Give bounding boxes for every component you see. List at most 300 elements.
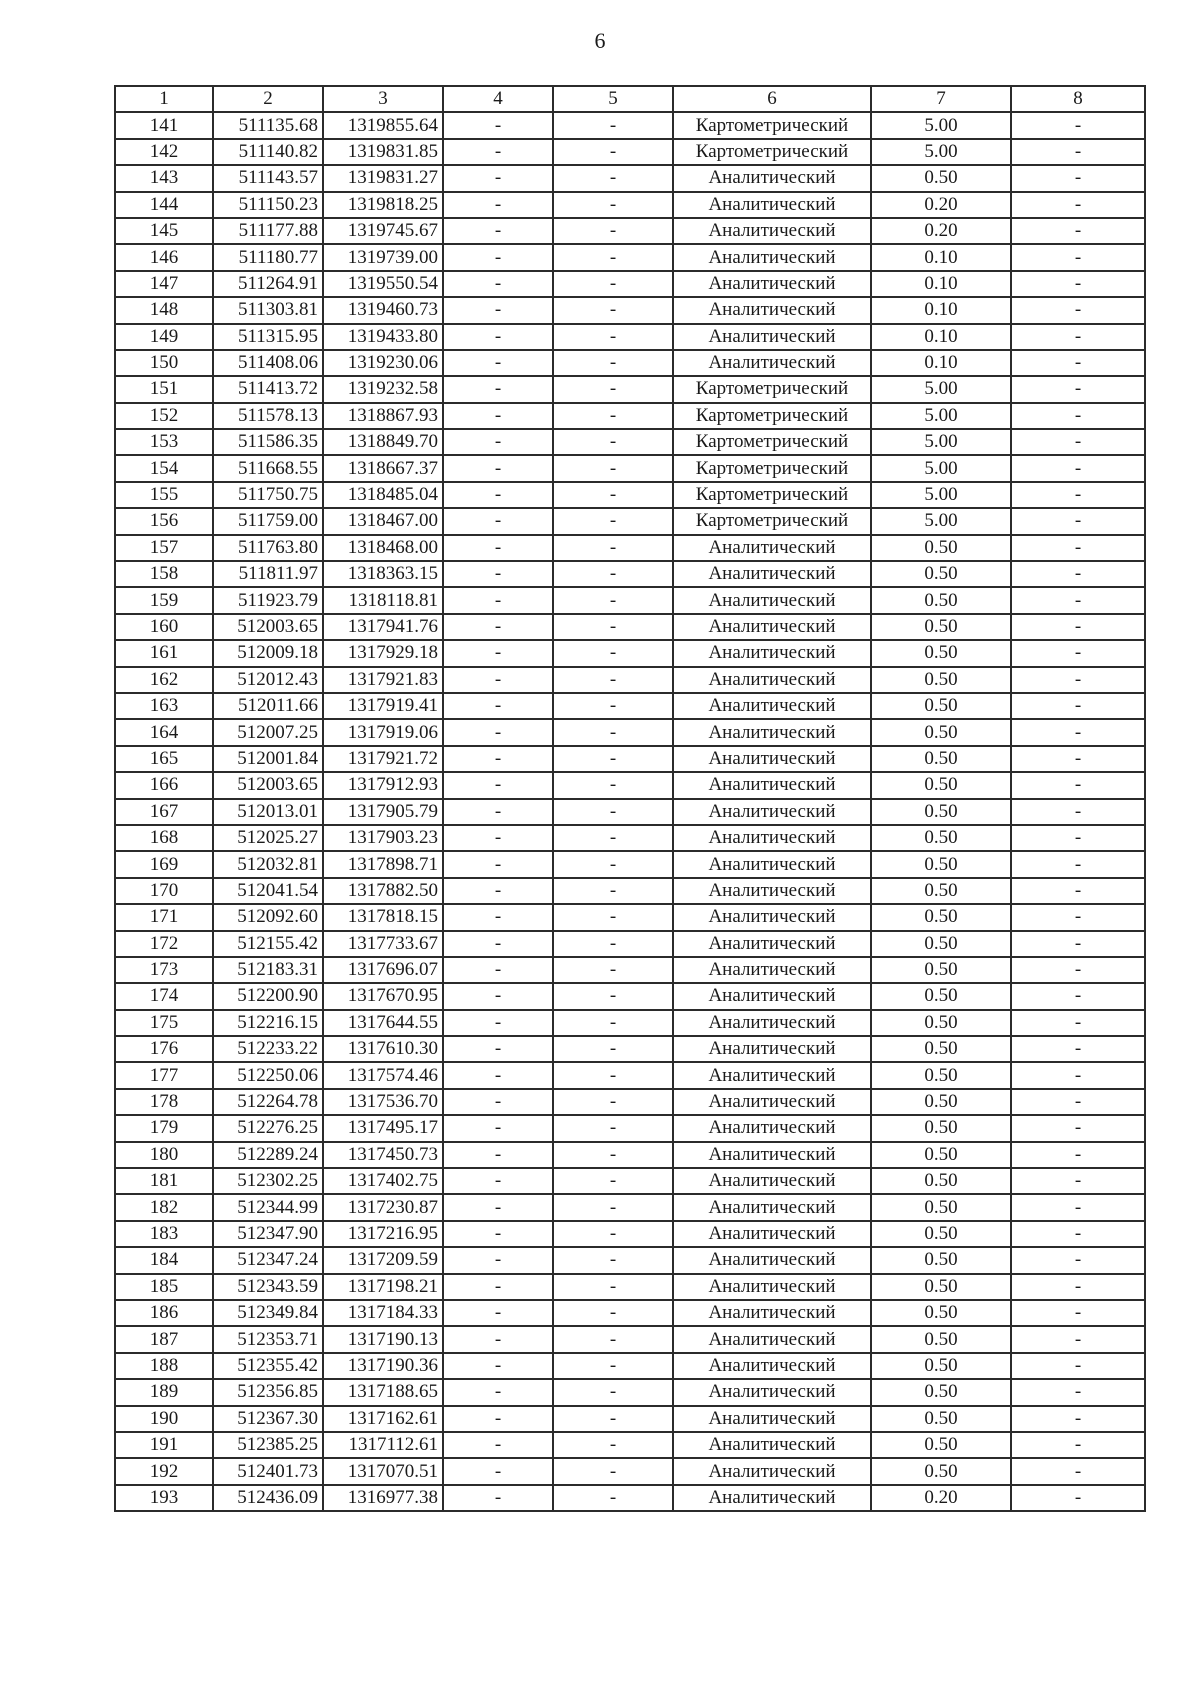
y-coordinate-cell: 1318485.04 <box>323 482 443 508</box>
column-8-cell: - <box>1011 667 1145 693</box>
column-5-cell: - <box>553 693 673 719</box>
column-header-6: 6 <box>673 86 871 112</box>
point-number-cell: 176 <box>115 1036 213 1062</box>
method-cell: Аналитический <box>673 957 871 983</box>
method-cell: Аналитический <box>673 1221 871 1247</box>
y-coordinate-cell: 1317921.72 <box>323 746 443 772</box>
column-header-2: 2 <box>213 86 323 112</box>
method-cell: Аналитический <box>673 535 871 561</box>
x-coordinate-cell: 512349.84 <box>213 1300 323 1326</box>
column-5-cell: - <box>553 614 673 640</box>
x-coordinate-cell: 511578.13 <box>213 403 323 429</box>
column-4-cell: - <box>443 218 553 244</box>
column-5-cell: - <box>553 535 673 561</box>
column-8-cell: - <box>1011 350 1145 376</box>
column-5-cell: - <box>553 878 673 904</box>
x-coordinate-cell: 512013.01 <box>213 799 323 825</box>
method-cell: Аналитический <box>673 324 871 350</box>
point-number-cell: 173 <box>115 957 213 983</box>
method-cell: Аналитический <box>673 1089 871 1115</box>
column-5-cell: - <box>553 455 673 481</box>
y-coordinate-cell: 1317882.50 <box>323 878 443 904</box>
x-coordinate-cell: 512347.24 <box>213 1247 323 1273</box>
y-coordinate-cell: 1317929.18 <box>323 640 443 666</box>
x-coordinate-cell: 512092.60 <box>213 904 323 930</box>
column-8-cell: - <box>1011 1353 1145 1379</box>
column-8-cell: - <box>1011 799 1145 825</box>
y-coordinate-cell: 1317112.61 <box>323 1432 443 1458</box>
column-4-cell: - <box>443 878 553 904</box>
method-cell: Аналитический <box>673 1274 871 1300</box>
point-number-cell: 170 <box>115 878 213 904</box>
column-8-cell: - <box>1011 640 1145 666</box>
y-coordinate-cell: 1319433.80 <box>323 324 443 350</box>
column-8-cell: - <box>1011 772 1145 798</box>
accuracy-cell: 0.50 <box>871 799 1011 825</box>
point-number-cell: 181 <box>115 1168 213 1194</box>
method-cell: Аналитический <box>673 192 871 218</box>
column-8-cell: - <box>1011 482 1145 508</box>
column-8-cell: - <box>1011 1194 1145 1220</box>
column-5-cell: - <box>553 561 673 587</box>
accuracy-cell: 0.50 <box>871 614 1011 640</box>
column-4-cell: - <box>443 931 553 957</box>
table-row <box>115 1010 1145 1036</box>
x-coordinate-cell: 511586.35 <box>213 429 323 455</box>
column-5-cell: - <box>553 667 673 693</box>
column-8-cell: - <box>1011 508 1145 534</box>
column-8-cell: - <box>1011 1326 1145 1352</box>
table-row <box>115 957 1145 983</box>
point-number-cell: 172 <box>115 931 213 957</box>
column-5-cell: - <box>553 165 673 191</box>
y-coordinate-cell: 1316977.38 <box>323 1485 443 1511</box>
method-cell: Аналитический <box>673 1432 871 1458</box>
table-row <box>115 1432 1145 1458</box>
accuracy-cell: 0.50 <box>871 535 1011 561</box>
accuracy-cell: 0.50 <box>871 667 1011 693</box>
column-4-cell: - <box>443 1115 553 1141</box>
x-coordinate-cell: 512003.65 <box>213 614 323 640</box>
x-coordinate-cell: 512025.27 <box>213 825 323 851</box>
column-4-cell: - <box>443 799 553 825</box>
column-5-cell: - <box>553 112 673 138</box>
column-8-cell: - <box>1011 904 1145 930</box>
point-number-cell: 184 <box>115 1247 213 1273</box>
column-5-cell: - <box>553 1221 673 1247</box>
table-row <box>115 376 1145 402</box>
method-cell: Аналитический <box>673 271 871 297</box>
y-coordinate-cell: 1317921.83 <box>323 667 443 693</box>
point-number-cell: 171 <box>115 904 213 930</box>
column-5-cell: - <box>553 324 673 350</box>
y-coordinate-cell: 1317610.30 <box>323 1036 443 1062</box>
column-4-cell: - <box>443 1326 553 1352</box>
point-number-cell: 178 <box>115 1089 213 1115</box>
table-row <box>115 297 1145 323</box>
y-coordinate-cell: 1319831.27 <box>323 165 443 191</box>
table-row <box>115 1485 1145 1511</box>
accuracy-cell: 0.50 <box>871 1062 1011 1088</box>
column-4-cell: - <box>443 746 553 772</box>
x-coordinate-cell: 511811.97 <box>213 561 323 587</box>
accuracy-cell: 0.50 <box>871 957 1011 983</box>
column-8-cell: - <box>1011 1010 1145 1036</box>
x-coordinate-cell: 512007.25 <box>213 719 323 745</box>
x-coordinate-cell: 512353.71 <box>213 1326 323 1352</box>
column-8-cell: - <box>1011 1406 1145 1432</box>
column-4-cell: - <box>443 825 553 851</box>
column-5-cell: - <box>553 851 673 877</box>
column-5-cell: - <box>553 1432 673 1458</box>
accuracy-cell: 0.50 <box>871 1326 1011 1352</box>
y-coordinate-cell: 1317495.17 <box>323 1115 443 1141</box>
y-coordinate-cell: 1317536.70 <box>323 1089 443 1115</box>
column-5-cell: - <box>553 403 673 429</box>
y-coordinate-cell: 1318867.93 <box>323 403 443 429</box>
column-4-cell: - <box>443 1194 553 1220</box>
table-row <box>115 1168 1145 1194</box>
method-cell: Картометрический <box>673 508 871 534</box>
column-4-cell: - <box>443 561 553 587</box>
column-5-cell: - <box>553 1353 673 1379</box>
method-cell: Аналитический <box>673 1142 871 1168</box>
table-row <box>115 561 1145 587</box>
x-coordinate-cell: 512250.06 <box>213 1062 323 1088</box>
column-8-cell: - <box>1011 1089 1145 1115</box>
column-8-cell: - <box>1011 1221 1145 1247</box>
column-8-cell: - <box>1011 1142 1145 1168</box>
x-coordinate-cell: 512356.85 <box>213 1379 323 1405</box>
column-4-cell: - <box>443 1036 553 1062</box>
column-5-cell: - <box>553 983 673 1009</box>
accuracy-cell: 0.50 <box>871 1432 1011 1458</box>
accuracy-cell: 5.00 <box>871 403 1011 429</box>
method-cell: Аналитический <box>673 350 871 376</box>
x-coordinate-cell: 512041.54 <box>213 878 323 904</box>
point-number-cell: 183 <box>115 1221 213 1247</box>
x-coordinate-cell: 512367.30 <box>213 1406 323 1432</box>
accuracy-cell: 5.00 <box>871 482 1011 508</box>
method-cell: Картометрический <box>673 376 871 402</box>
column-4-cell: - <box>443 1353 553 1379</box>
column-4-cell: - <box>443 139 553 165</box>
column-8-cell: - <box>1011 1300 1145 1326</box>
column-4-cell: - <box>443 1485 553 1511</box>
x-coordinate-cell: 511763.80 <box>213 535 323 561</box>
table-row <box>115 746 1145 772</box>
table-row <box>115 1115 1145 1141</box>
column-4-cell: - <box>443 1221 553 1247</box>
point-number-cell: 168 <box>115 825 213 851</box>
column-4-cell: - <box>443 1168 553 1194</box>
table-row <box>115 1458 1145 1484</box>
column-5-cell: - <box>553 1115 673 1141</box>
accuracy-cell: 0.10 <box>871 297 1011 323</box>
method-cell: Аналитический <box>673 1485 871 1511</box>
method-cell: Аналитический <box>673 1115 871 1141</box>
column-4-cell: - <box>443 244 553 270</box>
method-cell: Аналитический <box>673 1406 871 1432</box>
column-8-cell: - <box>1011 719 1145 745</box>
column-4-cell: - <box>443 271 553 297</box>
y-coordinate-cell: 1317919.06 <box>323 719 443 745</box>
page-number: 6 <box>594 28 606 53</box>
point-number-cell: 175 <box>115 1010 213 1036</box>
y-coordinate-cell: 1317190.36 <box>323 1353 443 1379</box>
point-number-cell: 160 <box>115 614 213 640</box>
column-8-cell: - <box>1011 957 1145 983</box>
column-5-cell: - <box>553 350 673 376</box>
accuracy-cell: 0.50 <box>871 772 1011 798</box>
point-number-cell: 167 <box>115 799 213 825</box>
column-5-cell: - <box>553 1406 673 1432</box>
method-cell: Картометрический <box>673 139 871 165</box>
table-row <box>115 1274 1145 1300</box>
y-coordinate-cell: 1317188.65 <box>323 1379 443 1405</box>
column-8-cell: - <box>1011 297 1145 323</box>
y-coordinate-cell: 1318467.00 <box>323 508 443 534</box>
point-number-cell: 166 <box>115 772 213 798</box>
table-row <box>115 244 1145 270</box>
x-coordinate-cell: 512032.81 <box>213 851 323 877</box>
table-row <box>115 1247 1145 1273</box>
column-4-cell: - <box>443 1089 553 1115</box>
x-coordinate-cell: 512183.31 <box>213 957 323 983</box>
table-row <box>115 772 1145 798</box>
x-coordinate-cell: 511315.95 <box>213 324 323 350</box>
column-4-cell: - <box>443 1062 553 1088</box>
x-coordinate-cell: 512001.84 <box>213 746 323 772</box>
table-row <box>115 1379 1145 1405</box>
table-row <box>115 931 1145 957</box>
accuracy-cell: 0.50 <box>871 825 1011 851</box>
method-cell: Аналитический <box>673 746 871 772</box>
point-number-cell: 151 <box>115 376 213 402</box>
point-number-cell: 162 <box>115 667 213 693</box>
point-number-cell: 180 <box>115 1142 213 1168</box>
table-row <box>115 667 1145 693</box>
x-coordinate-cell: 511140.82 <box>213 139 323 165</box>
header-row <box>115 86 1145 112</box>
method-cell: Аналитический <box>673 614 871 640</box>
y-coordinate-cell: 1317898.71 <box>323 851 443 877</box>
y-coordinate-cell: 1319831.85 <box>323 139 443 165</box>
x-coordinate-cell: 511177.88 <box>213 218 323 244</box>
x-coordinate-cell: 511180.77 <box>213 244 323 270</box>
point-number-cell: 153 <box>115 429 213 455</box>
method-cell: Аналитический <box>673 1458 871 1484</box>
method-cell: Картометрический <box>673 112 871 138</box>
column-4-cell: - <box>443 1010 553 1036</box>
accuracy-cell: 0.50 <box>871 1406 1011 1432</box>
table-row <box>115 192 1145 218</box>
column-8-cell: - <box>1011 1432 1145 1458</box>
column-4-cell: - <box>443 983 553 1009</box>
point-number-cell: 163 <box>115 693 213 719</box>
column-4-cell: - <box>443 297 553 323</box>
method-cell: Картометрический <box>673 482 871 508</box>
accuracy-cell: 5.00 <box>871 455 1011 481</box>
column-5-cell: - <box>553 1089 673 1115</box>
point-number-cell: 155 <box>115 482 213 508</box>
y-coordinate-cell: 1317919.41 <box>323 693 443 719</box>
method-cell: Картометрический <box>673 429 871 455</box>
accuracy-cell: 0.50 <box>871 1115 1011 1141</box>
point-number-cell: 193 <box>115 1485 213 1511</box>
table-row <box>115 799 1145 825</box>
column-5-cell: - <box>553 1168 673 1194</box>
table-row <box>115 165 1145 191</box>
y-coordinate-cell: 1317696.07 <box>323 957 443 983</box>
accuracy-cell: 0.50 <box>871 1010 1011 1036</box>
point-number-cell: 142 <box>115 139 213 165</box>
column-5-cell: - <box>553 1247 673 1273</box>
column-8-cell: - <box>1011 403 1145 429</box>
y-coordinate-cell: 1317903.23 <box>323 825 443 851</box>
y-coordinate-cell: 1319232.58 <box>323 376 443 402</box>
column-5-cell: - <box>553 1300 673 1326</box>
column-5-cell: - <box>553 746 673 772</box>
method-cell: Аналитический <box>673 799 871 825</box>
y-coordinate-cell: 1317184.33 <box>323 1300 443 1326</box>
accuracy-cell: 0.50 <box>871 1379 1011 1405</box>
accuracy-cell: 5.00 <box>871 139 1011 165</box>
x-coordinate-cell: 512355.42 <box>213 1353 323 1379</box>
column-4-cell: - <box>443 508 553 534</box>
table-row <box>115 1062 1145 1088</box>
method-cell: Аналитический <box>673 218 871 244</box>
accuracy-cell: 5.00 <box>871 508 1011 534</box>
y-coordinate-cell: 1318849.70 <box>323 429 443 455</box>
x-coordinate-cell: 511413.72 <box>213 376 323 402</box>
column-header-7: 7 <box>871 86 1011 112</box>
column-5-cell: - <box>553 904 673 930</box>
x-coordinate-cell: 512344.99 <box>213 1194 323 1220</box>
column-5-cell: - <box>553 799 673 825</box>
method-cell: Картометрический <box>673 403 871 429</box>
column-4-cell: - <box>443 324 553 350</box>
method-cell: Аналитический <box>673 1326 871 1352</box>
method-cell: Картометрический <box>673 455 871 481</box>
accuracy-cell: 0.50 <box>871 1194 1011 1220</box>
accuracy-cell: 0.50 <box>871 561 1011 587</box>
accuracy-cell: 0.50 <box>871 1221 1011 1247</box>
point-number-cell: 143 <box>115 165 213 191</box>
column-8-cell: - <box>1011 218 1145 244</box>
method-cell: Аналитический <box>673 1010 871 1036</box>
column-4-cell: - <box>443 350 553 376</box>
accuracy-cell: 0.50 <box>871 904 1011 930</box>
y-coordinate-cell: 1317941.76 <box>323 614 443 640</box>
table-row <box>115 1142 1145 1168</box>
accuracy-cell: 5.00 <box>871 376 1011 402</box>
point-number-cell: 149 <box>115 324 213 350</box>
x-coordinate-cell: 512155.42 <box>213 931 323 957</box>
column-5-cell: - <box>553 376 673 402</box>
column-5-cell: - <box>553 825 673 851</box>
column-8-cell: - <box>1011 825 1145 851</box>
column-5-cell: - <box>553 772 673 798</box>
x-coordinate-cell: 512347.90 <box>213 1221 323 1247</box>
column-8-cell: - <box>1011 1379 1145 1405</box>
accuracy-cell: 0.50 <box>871 1142 1011 1168</box>
y-coordinate-cell: 1319745.67 <box>323 218 443 244</box>
y-coordinate-cell: 1319230.06 <box>323 350 443 376</box>
table-row <box>115 878 1145 904</box>
table-row <box>115 139 1145 165</box>
x-coordinate-cell: 511135.68 <box>213 112 323 138</box>
column-4-cell: - <box>443 772 553 798</box>
column-5-cell: - <box>553 1010 673 1036</box>
column-5-cell: - <box>553 508 673 534</box>
point-number-cell: 192 <box>115 1458 213 1484</box>
y-coordinate-cell: 1317070.51 <box>323 1458 443 1484</box>
x-coordinate-cell: 512003.65 <box>213 772 323 798</box>
column-8-cell: - <box>1011 535 1145 561</box>
table-row <box>115 350 1145 376</box>
point-number-cell: 174 <box>115 983 213 1009</box>
x-coordinate-cell: 512289.24 <box>213 1142 323 1168</box>
column-8-cell: - <box>1011 1485 1145 1511</box>
accuracy-cell: 0.50 <box>871 719 1011 745</box>
accuracy-cell: 0.50 <box>871 878 1011 904</box>
point-number-cell: 145 <box>115 218 213 244</box>
x-coordinate-cell: 511150.23 <box>213 192 323 218</box>
column-5-cell: - <box>553 271 673 297</box>
point-number-cell: 185 <box>115 1274 213 1300</box>
column-4-cell: - <box>443 614 553 640</box>
column-8-cell: - <box>1011 561 1145 587</box>
column-5-cell: - <box>553 139 673 165</box>
method-cell: Аналитический <box>673 165 871 191</box>
y-coordinate-cell: 1317912.93 <box>323 772 443 798</box>
point-number-cell: 144 <box>115 192 213 218</box>
point-number-cell: 177 <box>115 1062 213 1088</box>
column-5-cell: - <box>553 1274 673 1300</box>
column-4-cell: - <box>443 1142 553 1168</box>
point-number-cell: 147 <box>115 271 213 297</box>
x-coordinate-cell: 512276.25 <box>213 1115 323 1141</box>
x-coordinate-cell: 512216.15 <box>213 1010 323 1036</box>
column-header-3: 3 <box>323 86 443 112</box>
point-number-cell: 156 <box>115 508 213 534</box>
y-coordinate-cell: 1317905.79 <box>323 799 443 825</box>
table-row <box>115 640 1145 666</box>
column-8-cell: - <box>1011 1036 1145 1062</box>
method-cell: Аналитический <box>673 297 871 323</box>
column-4-cell: - <box>443 1432 553 1458</box>
x-coordinate-cell: 512436.09 <box>213 1485 323 1511</box>
accuracy-cell: 0.50 <box>871 693 1011 719</box>
y-coordinate-cell: 1317162.61 <box>323 1406 443 1432</box>
method-cell: Аналитический <box>673 983 871 1009</box>
method-cell: Аналитический <box>673 1353 871 1379</box>
y-coordinate-cell: 1317450.73 <box>323 1142 443 1168</box>
y-coordinate-cell: 1317209.59 <box>323 1247 443 1273</box>
column-8-cell: - <box>1011 139 1145 165</box>
table-body <box>115 112 1145 1511</box>
column-4-cell: - <box>443 904 553 930</box>
column-4-cell: - <box>443 376 553 402</box>
column-8-cell: - <box>1011 1247 1145 1273</box>
method-cell: Аналитический <box>673 931 871 957</box>
point-number-cell: 182 <box>115 1194 213 1220</box>
column-4-cell: - <box>443 957 553 983</box>
column-8-cell: - <box>1011 1458 1145 1484</box>
column-4-cell: - <box>443 1274 553 1300</box>
x-coordinate-cell: 511759.00 <box>213 508 323 534</box>
